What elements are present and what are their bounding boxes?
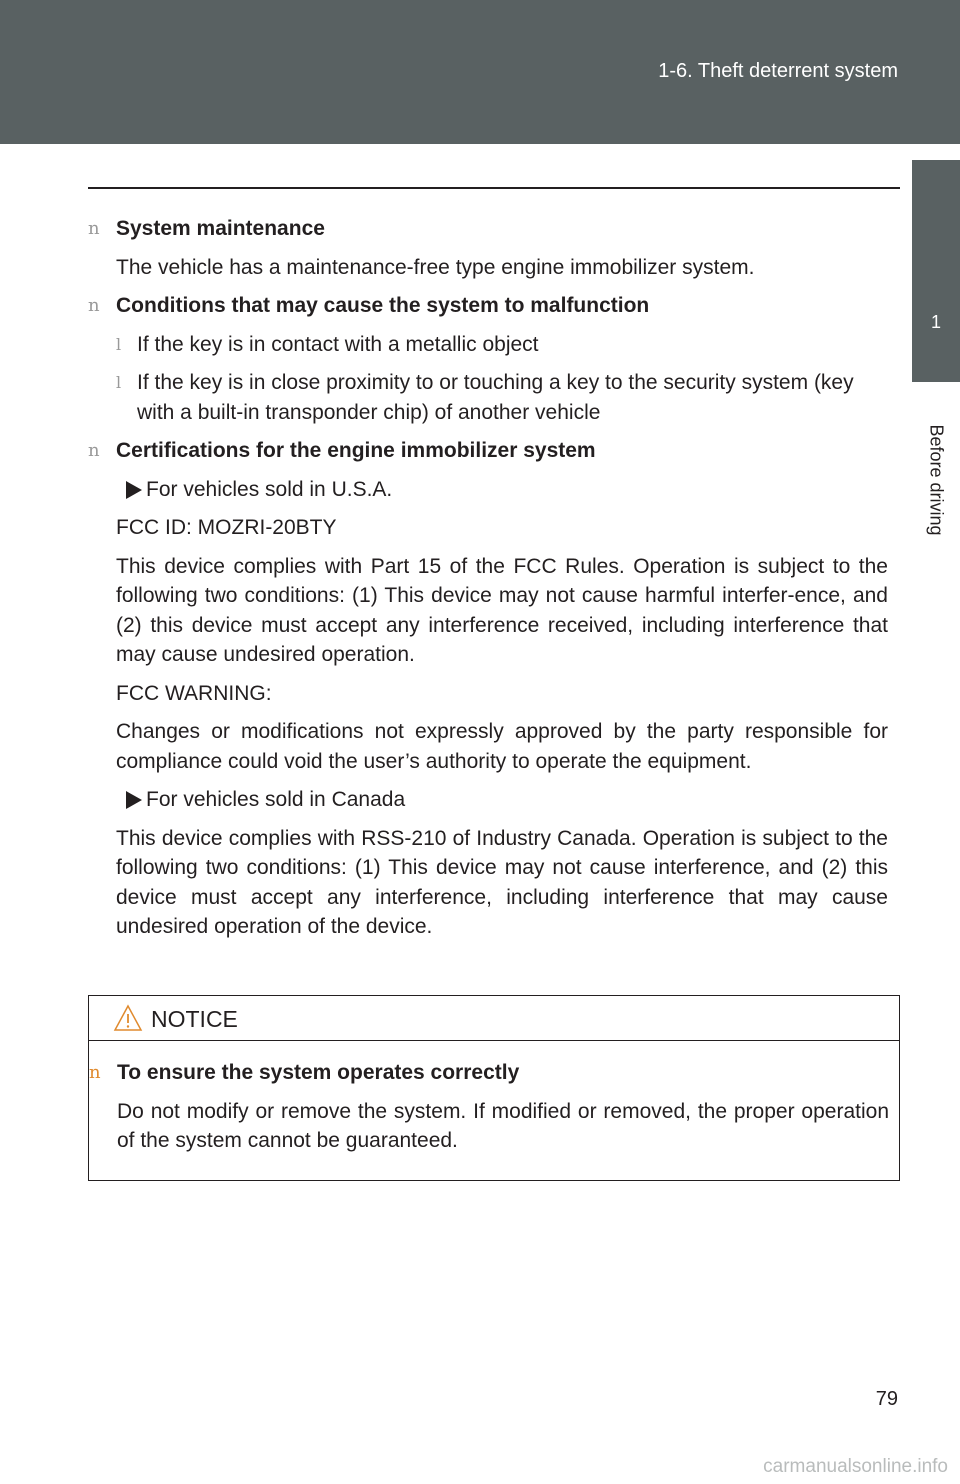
section-system-maintenance [88,214,888,282]
list-item [88,368,888,427]
section-heading: System maintenance [116,217,325,240]
canada-subheading [88,785,888,815]
section-title: 1-6. Theft deterrent system [658,60,898,82]
bullet-marker: l [116,334,122,354]
section-heading: Conditions that may cause the system to malfunction [116,294,650,317]
section-marker: n [88,295,100,316]
list-item [88,330,888,360]
chapter-tab [912,160,960,382]
canada-compliance: This device complies with RSS-210 of Industry Canada. Operation is subject to the following two conditions: (1) This device may not cause interference, and (2) this device must accept any interference, including interference that may cause undesired operation of the device. [116,826,888,938]
notice-section [89,1058,889,1156]
chapter-number: 1 [930,312,941,332]
notice-heading: To ensure the system operates correctly [117,1061,520,1084]
warning-triangle-icon [113,1004,143,1032]
notice-marker: n [89,1062,101,1083]
notice-box [88,995,900,1181]
notice-title: NOTICE [151,1006,238,1032]
chapter-label: Before driving [926,424,947,536]
page-header [0,0,960,144]
notice-header [89,996,899,1041]
list-item-text: If the key is in close proximity to or touching a key to the security system (key with a built-in transponder chip) of another vehicle [137,371,854,424]
arrow-right-icon [126,481,142,499]
section-heading: Certifications for the engine immobilizer system [116,439,596,462]
notice-body [89,1058,889,1165]
header-rule [88,187,900,189]
section-text: The vehicle has a maintenance-free type engine immobilizer system. [116,255,755,279]
bullet-marker: l [116,373,122,392]
watermark: carmanualsonline.info [763,1456,948,1477]
section-marker: n [88,440,100,461]
fcc-compliance: This device complies with Part 15 of the FCC Rules. Operation is subject to the following two conditions: (1) This device may not cause harmful interfer-ence, and (2) this device must accept any interference received, including interference that may cause undesired operation. [116,554,888,666]
fcc-id: FCC ID: MOZRI-20BTY [116,516,337,539]
arrow-right-icon [126,791,142,809]
section-marker: n [88,218,100,239]
usa-label: For vehicles sold in U.S.A. [146,477,393,501]
page-number: 79 [875,1388,898,1410]
canada-label: For vehicles sold in Canada [146,788,406,811]
main-content [88,214,888,951]
usa-subheading [88,475,888,505]
section-certifications [88,436,888,942]
section-malfunction-conditions [88,291,888,427]
list-item-text: If the key is in contact with a metallic object [137,332,539,356]
notice-text: Do not modify or remove the system. If modified or removed, the proper operation of the system cannot be guaranteed. [117,1099,889,1152]
fcc-warning-text: Changes or modifications not expressly approved by the party responsible for compliance could void the user’s authority to operate the equipment. [116,720,888,773]
fcc-warning-label: FCC WARNING: [116,681,272,705]
